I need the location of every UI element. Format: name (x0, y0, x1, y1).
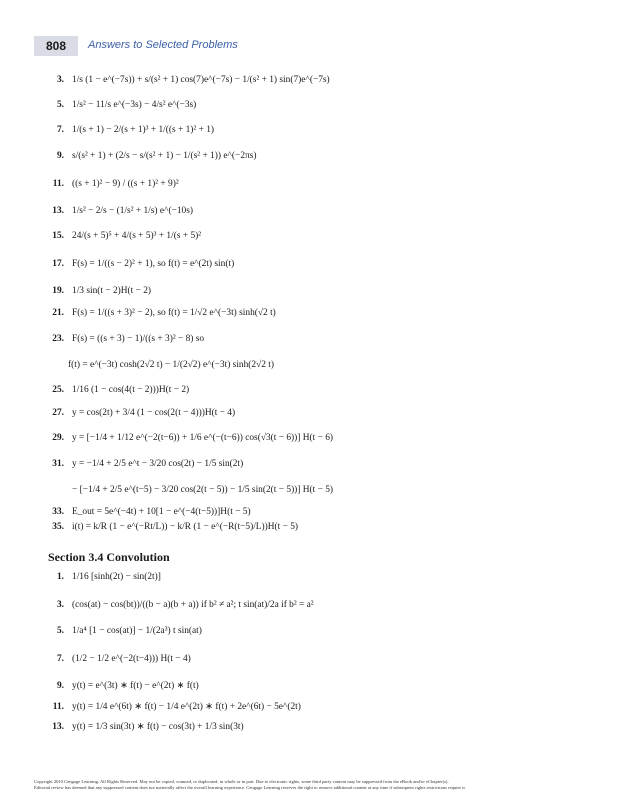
answer-expression: y(t) = 1/3 sin(3t) ∗ f(t) − cos(3t) + 1/3 sin(3t) (72, 722, 244, 732)
answer-number: 19. (52, 286, 64, 296)
answer-number: 17. (52, 259, 64, 269)
answer-expression: (cos(at) − cos(bt))/((b − a)(b + a)) if b² ≠ a²; t sin(at)/2a if b² = a² (72, 600, 314, 610)
answer-number: 15. (52, 231, 64, 241)
answer-number: 9. (56, 681, 64, 691)
answer-expression: (1/2 − 1/2 e^(−2(t−4))) H(t − 4) (72, 654, 191, 664)
answer-number: 7. (56, 654, 64, 664)
answer-expression: 1/16 (1 − cos(4(t − 2)))H(t − 2) (72, 385, 190, 395)
answer-expression: F(s) = 1/((s − 2)² + 1), so f(t) = e^(2t) sin(t) (72, 259, 235, 269)
answer-number: 3. (56, 75, 64, 85)
answer-expression: 1/(s + 1) − 2/(s + 1)³ + 1/((s + 1)² + 1) (72, 125, 215, 135)
answer-expression: 1/s (1 − e^(−7s)) + s/(s² + 1) cos(7)e^(−7s) − 1/(s² + 1) sin(7)e^(−7s) (72, 75, 330, 85)
answer-number: 5. (56, 100, 64, 110)
answer-expression: 1/s² − 11/s e^(−3s) − 4/s² e^(−3s) (72, 100, 197, 110)
answer-expression: f(t) = e^(−3t) cosh(2√2 t) − 1/(2√2) e^(−3t) sinh(2√2 t) (68, 360, 275, 370)
answer-expression: y(t) = e^(3t) ∗ f(t) − e^(2t) ∗ f(t) (72, 681, 199, 691)
answer-expression: ((s + 1)² − 9) / ((s + 1)² + 9)² (72, 179, 179, 189)
answer-number: 21. (52, 308, 64, 318)
answer-number: 9. (56, 151, 64, 161)
answer-expression: y = cos(2t) + 3/4 (1 − cos(2(t − 4)))H(t − 4) (72, 408, 236, 418)
answer-expression: i(t) = k/R (1 − e^(−Rt/L)) − k/R (1 − e^(−R(t−5)/L))H(t − 5) (72, 522, 299, 532)
answer-expression: F(s) = ((s + 3) − 1)/((s + 3)² − 8) so (72, 334, 205, 344)
answer-number: 1. (56, 572, 64, 582)
answer-number: 3. (56, 600, 64, 610)
answer-number: 29. (52, 433, 64, 443)
section-heading: Section 3.4 Convolution (48, 550, 170, 564)
answer-expression: 1/a⁴ [1 − cos(at)] − 1/(2a³) t sin(at) (72, 626, 202, 636)
answer-number: 13. (52, 206, 64, 216)
answer-expression: 1/16 [sinh(2t) − sin(2t)] (72, 572, 161, 582)
answer-number: 11. (52, 702, 64, 712)
answer-expression: y = −1/4 + 2/5 e^t − 3/20 cos(2t) − 1/5 sin(2t) (72, 459, 244, 469)
answer-expression: 24/(s + 5)⁵ + 4/(s + 5)³ + 1/(s + 5)² (72, 231, 202, 241)
answer-expression: − [−1/4 + 2/5 e^(t−5) − 3/20 cos(2(t − 5)) − 1/5 sin(2(t − 5))] H(t − 5) (72, 485, 334, 495)
answer-number: 25. (52, 385, 64, 395)
answer-number: 33. (52, 507, 64, 517)
answer-number: 13. (52, 722, 64, 732)
footer-line: Editorial review has deemed that any suppressed content does not materially affect the overall learning experience. Cengage Learning reserves the right to remove additional content at any time if subsequent rights restrictions require it. (34, 785, 466, 790)
answer-number: 31. (52, 459, 64, 469)
answer-number: 23. (52, 334, 64, 344)
answer-number: 27. (52, 408, 64, 418)
answer-expression: E_out = 5e^(−4t) + 10[1 − e^(−4(t−5))]H(t − 5) (72, 507, 251, 517)
answer-expression: 1/3 sin(t − 2)H(t − 2) (72, 286, 152, 296)
running-title: Answers to Selected Problems (88, 39, 238, 51)
answer-number: 7. (56, 125, 64, 135)
answer-expression: F(s) = 1/((s + 3)² − 2), so f(t) = 1/√2 e^(−3t) sinh(√2 t) (72, 308, 276, 318)
page-number: 808 (34, 36, 78, 56)
answer-number: 11. (52, 179, 64, 189)
footer-line: Copyright 2010 Cengage Learning. All Rights Reserved. May not be copied, scanned, or duplicated, in whole or in part. Due to electronic rights, some third party content may be suppressed from the eBook and/or eChapter(s). (34, 779, 449, 784)
answer-number: 35. (52, 522, 64, 532)
copyright-footer (34, 779, 466, 791)
answer-expression: y(t) = 1/4 e^(6t) ∗ f(t) − 1/4 e^(2t) ∗ f(t) + 2e^(6t) − 5e^(2t) (72, 702, 301, 712)
answer-number: 5. (56, 626, 64, 636)
answer-expression: y = [−1/4 + 1/12 e^(−2(t−6)) + 1/6 e^(−(t−6)) cos(√3(t − 6))] H(t − 6) (72, 433, 334, 443)
answer-expression: 1/s² − 2/s − (1/s² + 1/s) e^(−10s) (72, 206, 194, 216)
answer-expression: s/(s² + 1) + (2/s − s/(s² + 1) − 1/(s² + 1)) e^(−2πs) (72, 151, 257, 161)
